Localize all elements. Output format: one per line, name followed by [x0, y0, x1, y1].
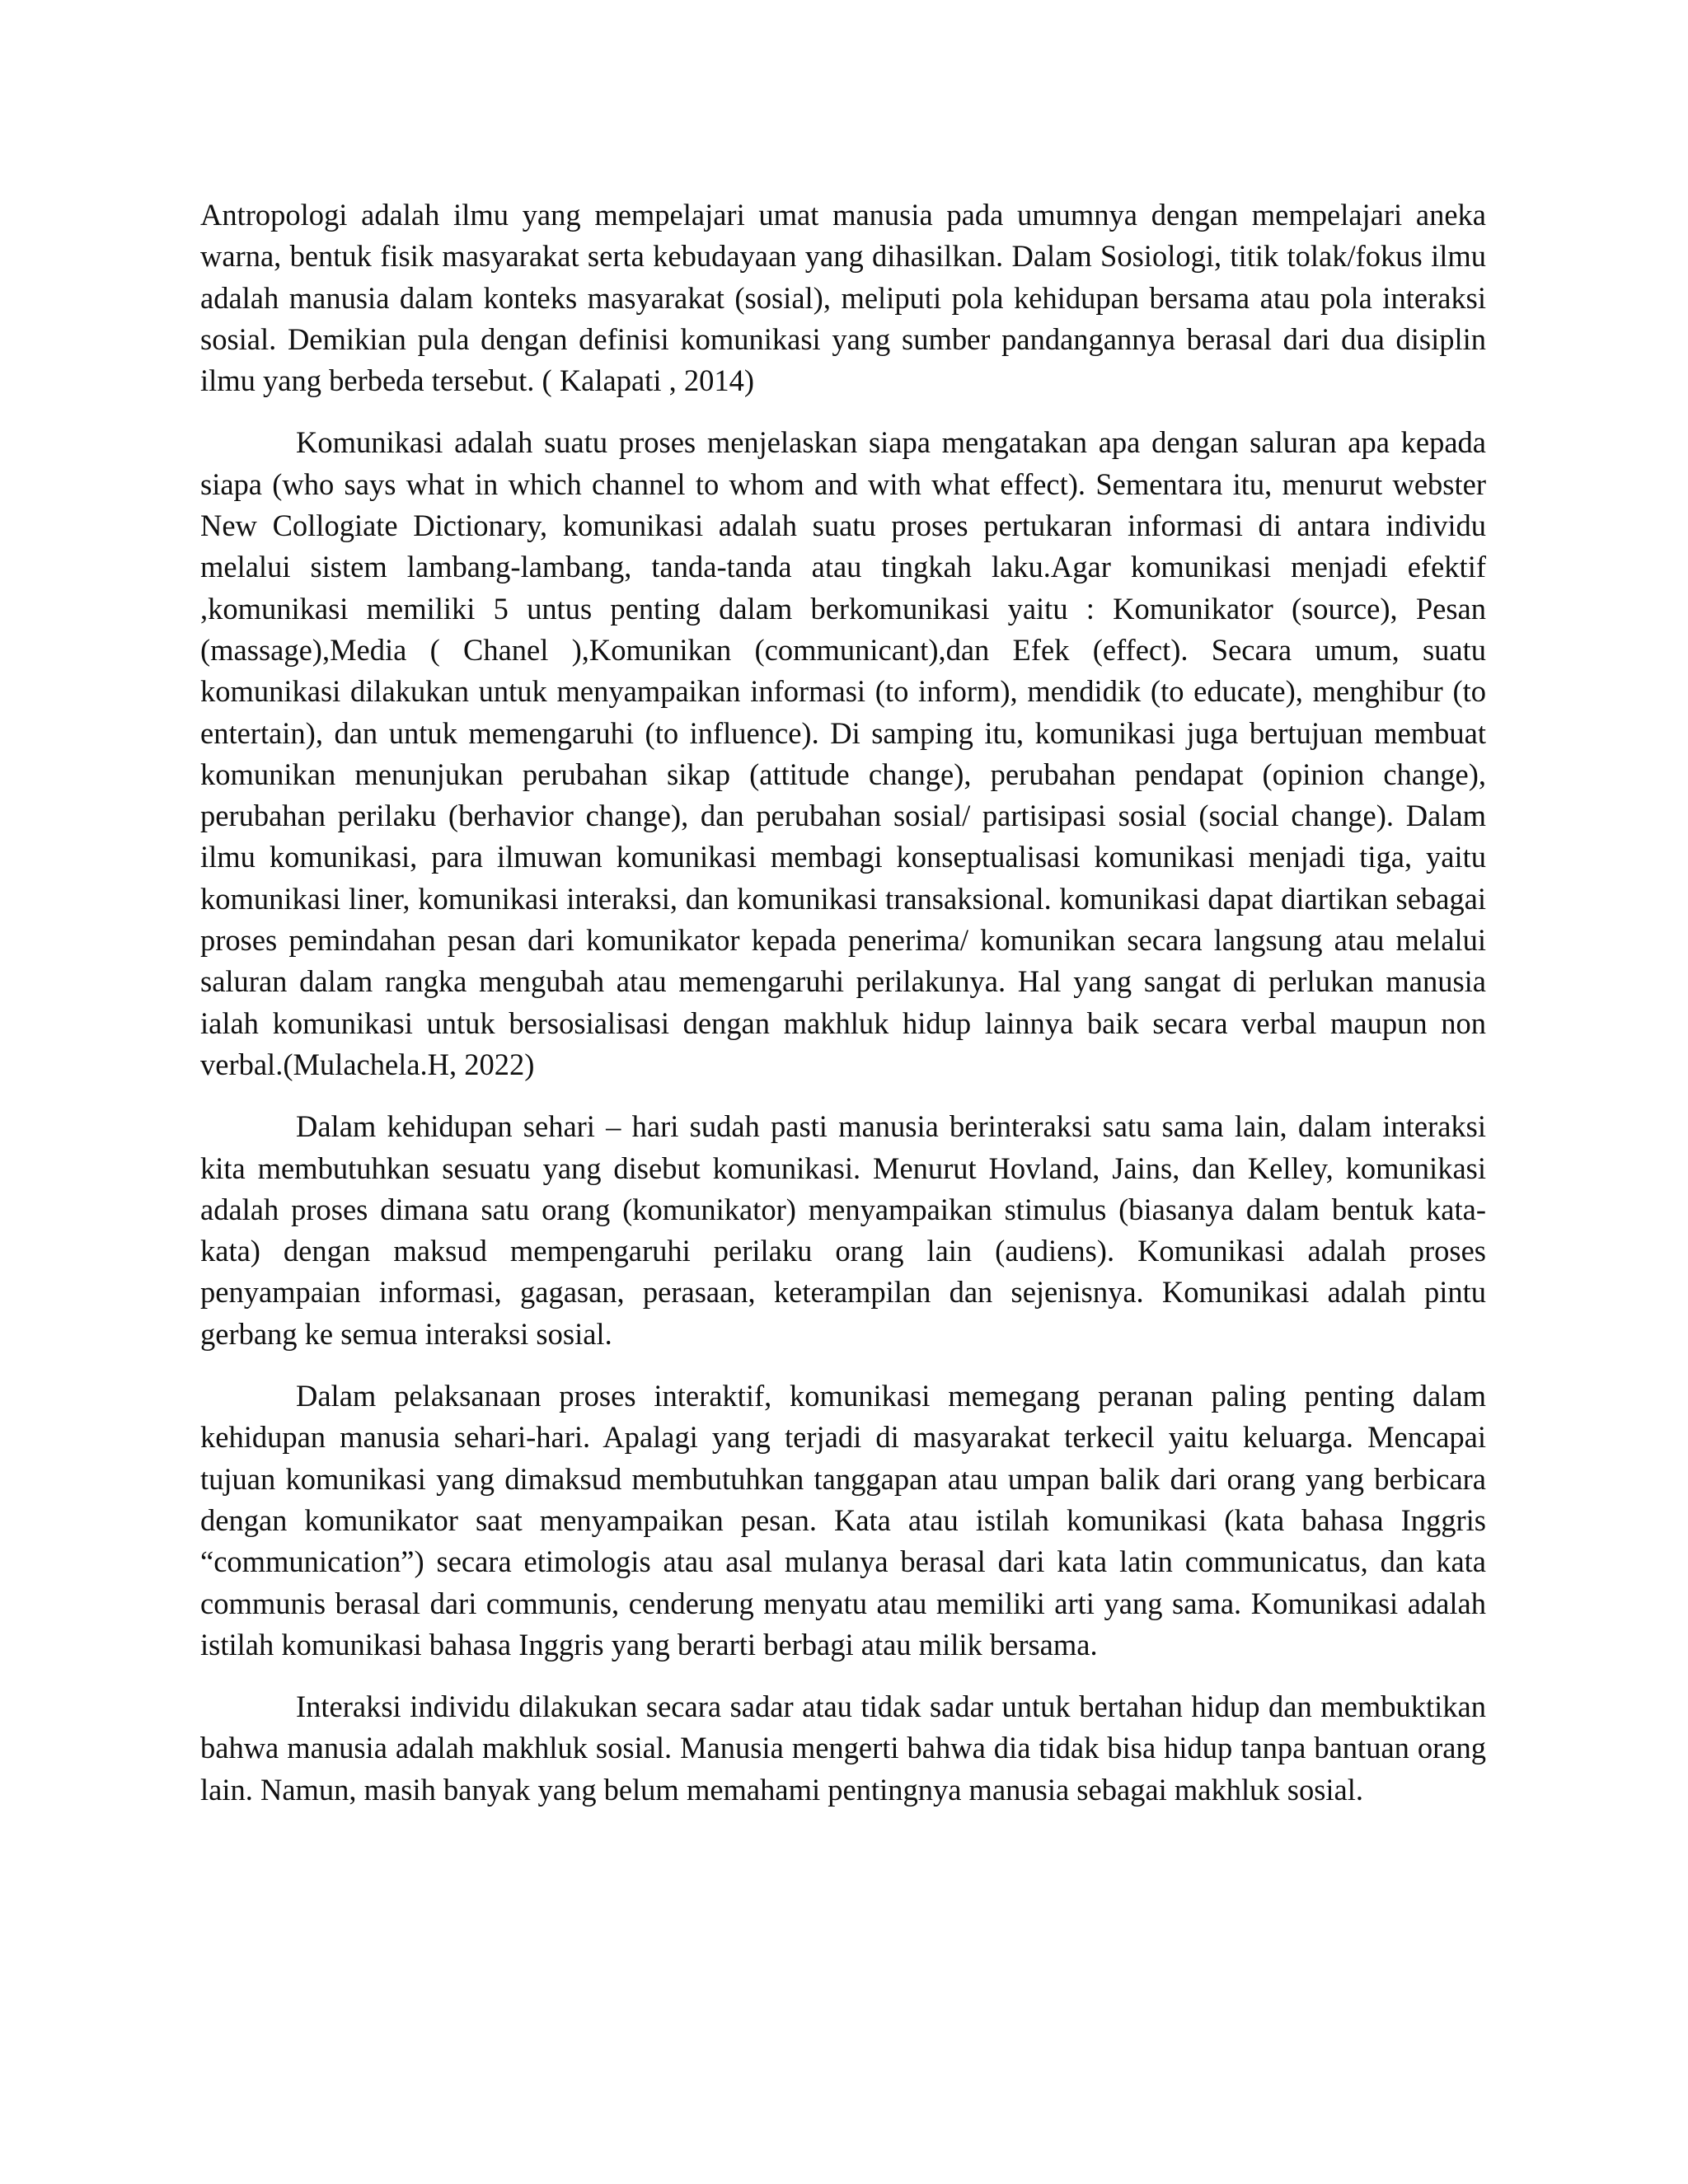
paragraph-3: Dalam kehidupan sehari – hari sudah pasti manusia berinteraksi satu sama lain, dalam interaksi kita membutuhkan sesuatu yang disebut komunikasi. Menurut Hovland, Jains, dan Kelley, komunikasi adalah proses dimana satu orang (komunikator) menyampaikan stimulus (biasanya dalam bentuk kata-kata) dengan maksud mempengaruhi perilaku orang lain (audiens). Komunikasi adalah proses penyampaian informasi, gagasan, perasaan, keterampilan dan sejenisnya. Komunikasi adalah pintu gerbang ke semua interaksi sosial. [200, 1109, 1486, 1351]
paragraph-1: Antropologi adalah ilmu yang mempelajari umat manusia pada umumnya dengan mempelajari aneka warna, bentuk fisik masyarakat serta kebudayaan yang dihasilkan. Dalam Sosiologi, titik tolak/fokus ilmu adalah manusia dalam konteks masyarakat (sosial), meliputi pola kehidupan bersama atau pola interaksi sosial. Demikian pula dengan definisi komunikasi yang sumber pandangannya berasal dari dua disiplin ilmu yang berbeda tersebut. ( Kalapati , 2014) [200, 198, 1486, 398]
paragraph-4: Dalam pelaksanaan proses interaktif, komunikasi memegang peranan paling penting dalam kehidupan manusia sehari-hari. Apalagi yang terjadi di masyarakat terkecil yaitu keluarga. Mencapai tujuan komunikasi yang dimaksud membutuhkan tanggapan atau umpan balik dari orang yang berbicara dengan komunikator saat menyampaikan pesan. Kata atau istilah komunikasi (kata bahasa Inggris “communication”) secara etimologis atau asal mulanya berasal dari kata latin communicatus, dan kata communis berasal dari communis, cenderung menyatu atau memiliki arti yang sama. Komunikasi adalah istilah komunikasi bahasa Inggris yang berarti berbagi atau milik bersama. [200, 1379, 1486, 1661]
paragraph-2: Komunikasi adalah suatu proses menjelaskan siapa mengatakan apa dengan saluran apa kepada siapa (who says what in which channel to whom and with what effect). Sementara itu, menurut webster New Collogiate Dictionary, komunikasi adalah suatu proses pertukaran informasi di antara individu melalui sistem lambang-lambang, tanda-tanda atau tingkah laku.Agar komunikasi menjadi efektif ,komunikasi memiliki 5 untus penting dalam berkomunikasi yaitu : Komunikator (source), Pesan (massage),Media ( Chanel ),Komunikan (communicant),dan Efek (effect). Secara umum, suatu komunikasi dilakukan untuk menyampaikan informasi (to inform), mendidik (to educate), menghibur (to entertain), dan untuk memengaruhi (to influence). Di samping itu, komunikasi juga bertujuan membuat komunikan menunjukan perubahan sikap (attitude change), perubahan pendapat (opinion change), perubahan perilaku (berhavior change), dan perubahan sosial/ partisipasi sosial (social change). Dalam ilmu komunikasi, para ilmuwan komunikasi membagi konseptualisasi komunikasi menjadi tiga, yaitu komunikasi liner, komunikasi interaksi, dan komunikasi transaksional. komunikasi dapat diartikan sebagai proses pemindahan pesan dari komunikator kepada penerima/ komunikan secara langsung atau melalui saluran dalam rangka mengubah atau memengaruhi perilakunya. Hal yang sangat di perlukan manusia ialah komunikasi untuk bersosialisasi dengan makhluk hidup lainnya baik secara verbal maupun non verbal.(Mulachela.H, 2022) [200, 425, 1486, 1081]
document-body [200, 194, 1486, 1831]
paragraph-5: Interaksi individu dilakukan secara sadar atau tidak sadar untuk bertahan hidup dan membuktikan bahwa manusia adalah makhluk sosial. Manusia mengerti bahwa dia tidak bisa hidup tanpa bantuan orang lain. Namun, masih banyak yang belum memahami pentingnya manusia sebagai makhluk sosial. [200, 1690, 1486, 1807]
